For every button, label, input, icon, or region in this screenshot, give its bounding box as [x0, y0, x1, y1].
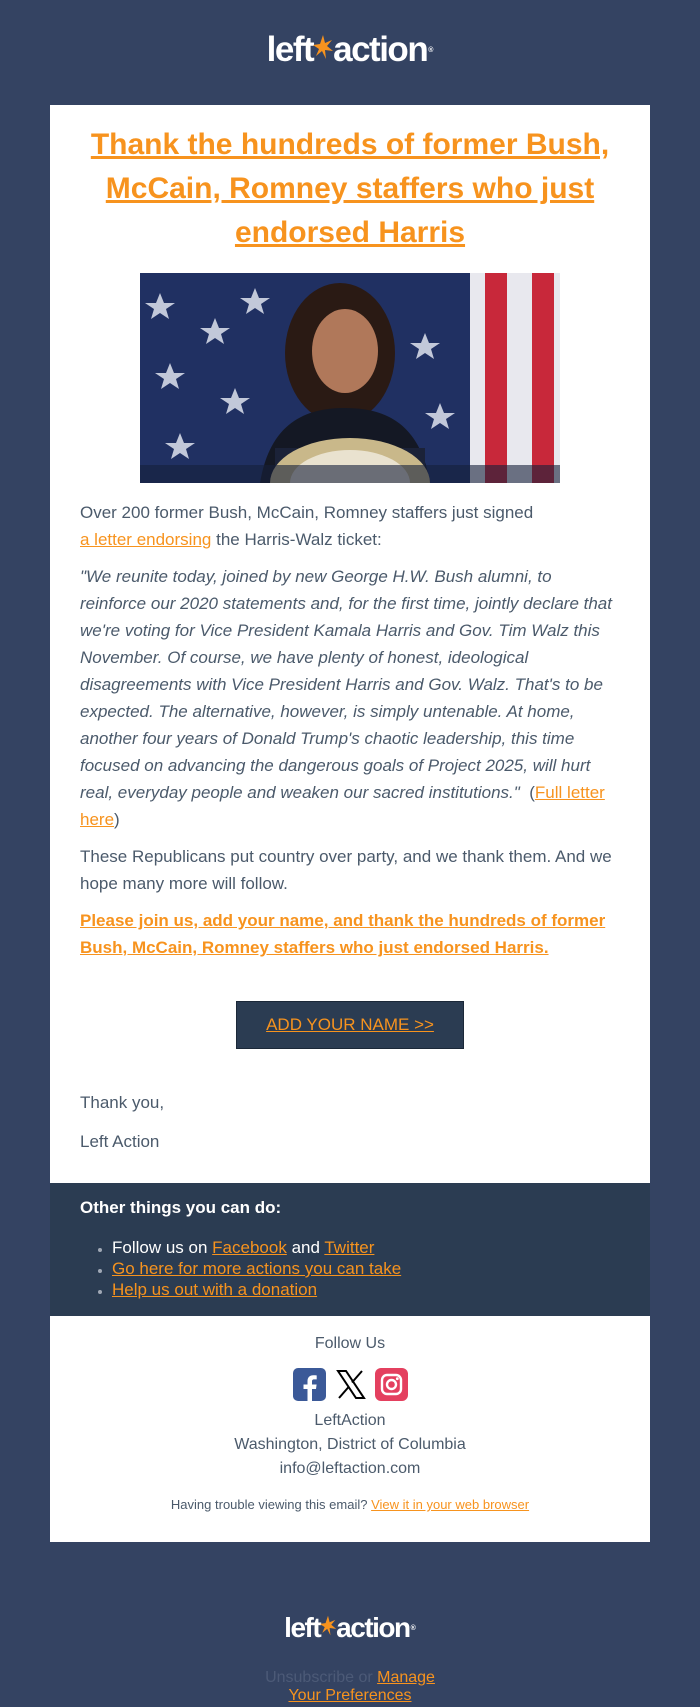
logo-left-text: left [266, 30, 314, 69]
preferences-link[interactable]: Your Preferences [288, 1687, 412, 1704]
list-item-follow [112, 1237, 620, 1258]
x-icon[interactable] [334, 1368, 367, 1401]
footer-logo-registered: ® [410, 1624, 416, 1632]
unsubscribe-text[interactable]: Unsubscribe or [265, 1669, 378, 1686]
footer-logo-right-text: action [336, 1612, 410, 1643]
header-logo[interactable] [0, 28, 700, 72]
add-your-name-button[interactable]: ADD YOUR NAME >> [236, 1001, 464, 1049]
quote-paren-open: ( [529, 783, 535, 802]
headline [50, 105, 650, 255]
facebook-icon[interactable] [293, 1368, 326, 1401]
trouble-viewing [50, 1497, 650, 1512]
address-block [50, 1409, 650, 1481]
footer-logo-left-text: left [284, 1612, 321, 1643]
donation-link[interactable]: Help us out with a donation [112, 1280, 318, 1299]
hero-image[interactable] [140, 273, 560, 483]
more-actions-link[interactable]: Go here for more actions you can take [112, 1259, 402, 1278]
hero-photo-illustration [140, 273, 560, 483]
list-item-donate [112, 1279, 620, 1300]
instagram-icon[interactable] [375, 1368, 408, 1401]
thanks-paragraph: These Republicans put country over party, and we thank them. And we hope many more will follow. [80, 847, 612, 893]
closing-thanks: Thank you, [80, 1093, 165, 1112]
footer-logo[interactable] [0, 1610, 700, 1646]
logo-right-text: action [333, 30, 428, 69]
org-location: Washington, District of Columbia [234, 1436, 466, 1453]
full-letter-link[interactable]: Full letter here [80, 783, 605, 829]
trouble-text: Having trouble viewing this email? [170, 1497, 372, 1512]
twitter-link[interactable]: Twitter [324, 1238, 375, 1257]
logo-burst-icon [312, 33, 334, 67]
cta-link[interactable]: Please join us, add your name, and thank the hundreds of former Bush, McCain, Romney staffers who just endorsed Harris. [80, 911, 606, 957]
cta-paragraph [80, 907, 620, 961]
intro-paragraph [80, 499, 620, 553]
letter-endorsing-link[interactable]: a letter endorsing [80, 530, 212, 549]
email-body [50, 499, 650, 1155]
list-item-actions [112, 1258, 620, 1279]
facebook-link[interactable]: Facebook [212, 1238, 287, 1257]
follow-prefix: Follow us on [112, 1238, 213, 1257]
org-email: info@leftaction.com [279, 1460, 421, 1477]
letter-quote [80, 563, 620, 833]
manage-link[interactable]: Manage [377, 1669, 435, 1686]
quote-text: "We reunite today, joined by new George H.W. Bush alumni, to reinforce our 2020 statements and, for the first time, jointly declare that we're voting for Vice President Kamala Harris and Gov. Tim Walz this November. Of course, we have plenty of honest, ideological disagreements with Vice President Harris and Gov. Walz. That's to be expected. The alternative, however, is simply untenable. At home, another four years of Donald Trump's chaotic leadership, this time focused on advancing the dangerous goals of Project 2025, will hurt real, everyday people and weaken our sacred institutions." [80, 567, 612, 802]
headline-link[interactable]: Thank the hundreds of former Bush, McCain, Romney staffers who just endorsed Harris [90, 128, 610, 249]
logo-registered: ® [428, 46, 434, 54]
footer-logo-burst-icon [319, 1614, 337, 1642]
unsubscribe-block [0, 1669, 700, 1705]
email-card [50, 105, 650, 1542]
follow-us-label: Follow Us [314, 1335, 386, 1352]
signature: Left Action [80, 1132, 160, 1151]
intro-text: Over 200 former Bush, McCain, Romney staffers just signed [80, 503, 534, 522]
cta-button-wrap [80, 1001, 620, 1049]
other-actions-title: Other things you can do: [80, 1198, 282, 1217]
view-in-browser-link[interactable]: View it in your web browser [371, 1497, 530, 1512]
footer [50, 1316, 650, 1542]
other-actions-list [80, 1237, 620, 1300]
other-actions-section [50, 1183, 650, 1316]
social-icons [50, 1368, 650, 1401]
intro-text-end: the Harris-Walz ticket: [211, 530, 382, 549]
org-name: LeftAction [314, 1412, 386, 1429]
and-text: and [286, 1238, 325, 1257]
quote-paren-close: ) [114, 810, 120, 829]
